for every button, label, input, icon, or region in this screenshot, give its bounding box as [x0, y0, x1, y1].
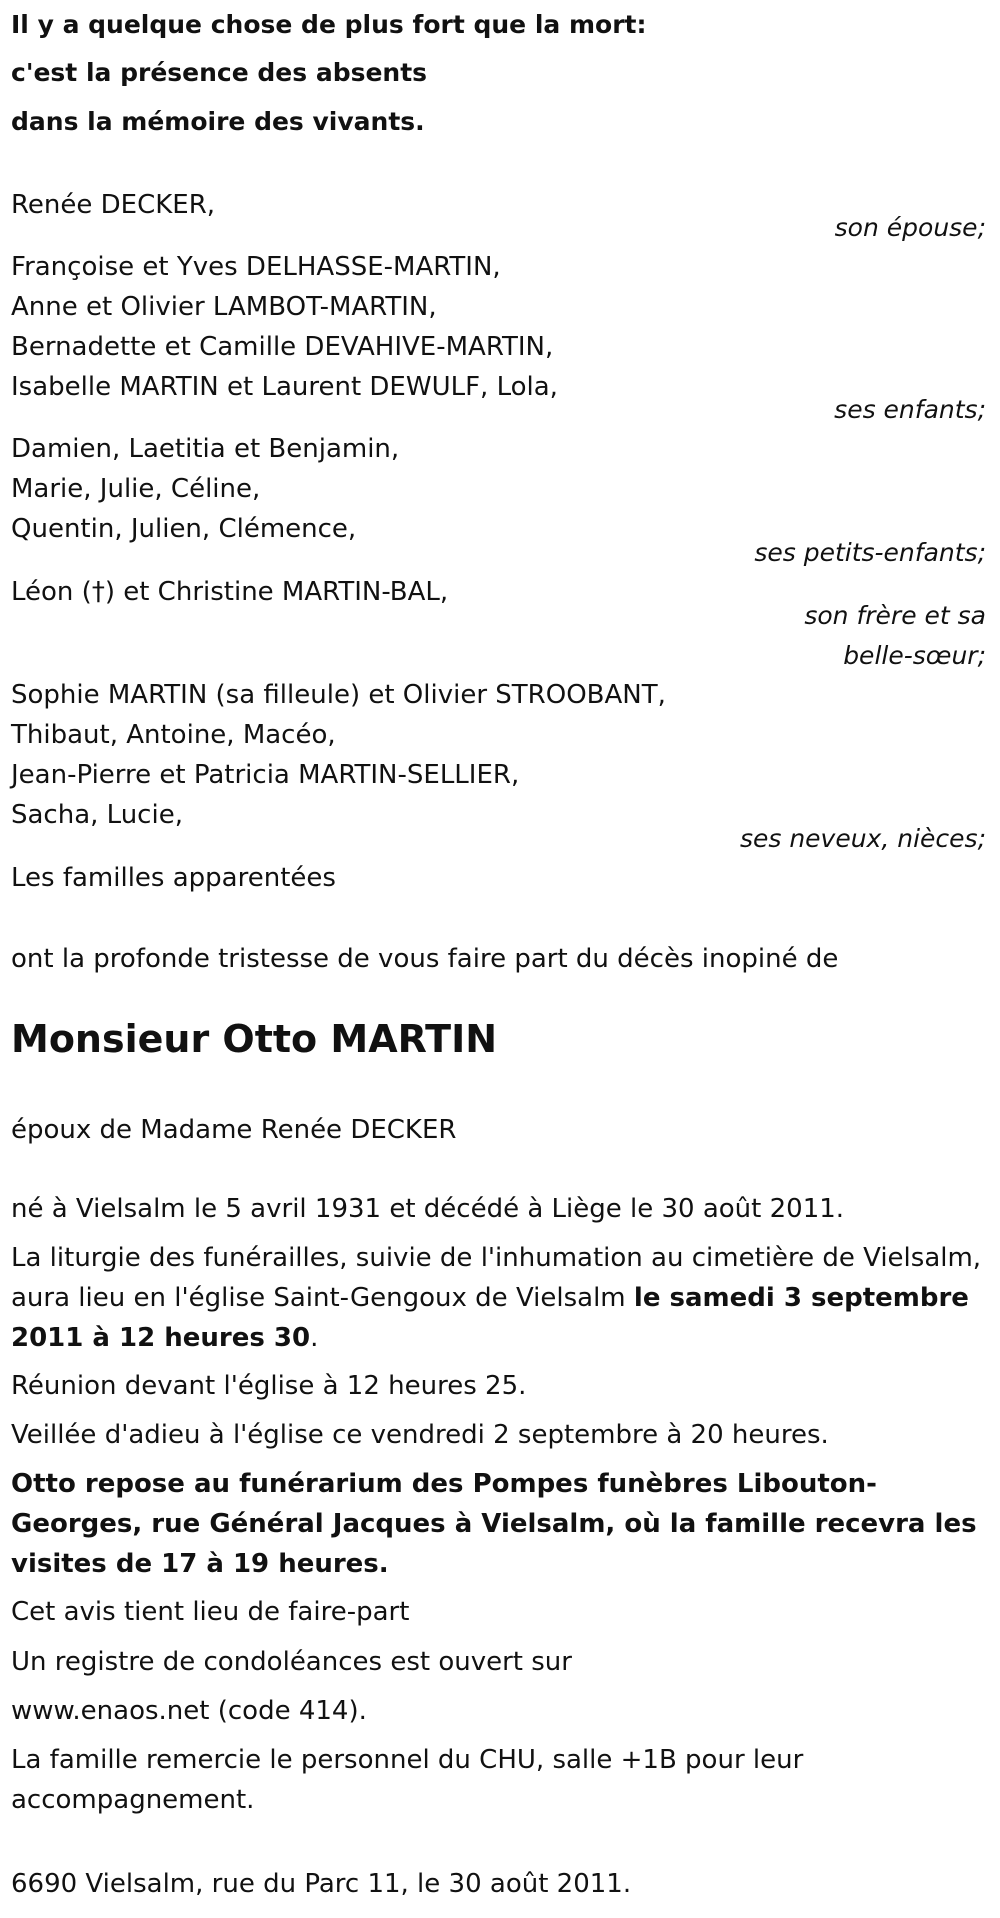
- register-link: www.enaos.net (code 414).: [11, 1696, 367, 1726]
- liturgy-text: La liturgie des funérailles, suivie de l'inhumation au cimetière de Vielsalm, aura lieu en l'église Saint-Gengoux de Vielsalm: [11, 1243, 982, 1313]
- nephew-line: Thibaut, Antoine, Macéo,: [11, 720, 336, 750]
- sibling-relation-line: belle-sœur;: [843, 641, 986, 670]
- epigraph-line: Il y a quelque chose de plus fort que la mort:: [11, 10, 647, 39]
- thanks-text: La famille remercie le personnel du CHU, salle +1B pour leur accompagnement.: [11, 1745, 804, 1815]
- register-line: Un registre de condoléances est ouvert sur: [11, 1647, 572, 1677]
- funerarium-text: Otto repose au funérarium des Pompes funèbres Libouton-Georges, rue Général Jacques à Vielsalm, où la famille recevra les visites de 17 à 19 heures.: [11, 1469, 977, 1579]
- nephew-line: Sacha, Lucie,: [11, 800, 183, 830]
- nephews-relation: ses neveux, nièces;: [739, 824, 986, 853]
- grandchild-line: Quentin, Julien, Clémence,: [11, 514, 357, 544]
- deceased-name: Monsieur Otto MARTIN: [11, 1017, 498, 1061]
- grandchild-line: Damien, Laetitia et Benjamin,: [11, 434, 400, 464]
- epigraph-line: dans la mémoire des vivants.: [11, 107, 425, 136]
- notice-text: Cet avis tient lieu de faire-part: [11, 1597, 410, 1627]
- child-line: Françoise et Yves DELHASSE-MARTIN,: [11, 252, 501, 282]
- liturgy-end: .: [310, 1323, 319, 1353]
- nephew-line: Jean-Pierre et Patricia MARTIN-SELLIER,: [11, 760, 520, 790]
- birth-death: né à Vielsalm le 5 avril 1931 et décédé à Liège le 30 août 2011.: [11, 1194, 845, 1224]
- spouse-name: Renée DECKER,: [11, 190, 216, 220]
- grandchild-line: Marie, Julie, Céline,: [11, 474, 261, 504]
- epigraph-line: c'est la présence des absents: [11, 58, 428, 87]
- spouse-relation: son épouse;: [834, 213, 986, 242]
- liturgy-paragraph: [11, 1238, 986, 1358]
- sibling-line: Léon (†) et Christine MARTIN-BAL,: [11, 577, 449, 607]
- child-line: Anne et Olivier LAMBOT-MARTIN,: [11, 292, 437, 322]
- grandchildren-relation: ses petits-enfants;: [754, 538, 986, 567]
- address-date: 6690 Vielsalm, rue du Parc 11, le 30 août 2011.: [11, 1869, 632, 1899]
- related-families: Les familles apparentées: [11, 863, 336, 893]
- vigil-text: Veillée d'adieu à l'église ce vendredi 2 septembre à 20 heures.: [11, 1420, 829, 1450]
- announcement-text: ont la profonde tristesse de vous faire part du décès inopiné de: [11, 944, 839, 974]
- children-relation: ses enfants;: [834, 395, 986, 424]
- liturgy-date: le samedi 3 septembre 2011 à 12 heures 30: [11, 1283, 969, 1353]
- child-line: Isabelle MARTIN et Laurent DEWULF, Lola,: [11, 372, 558, 402]
- child-line: Bernadette et Camille DEVAHIVE-MARTIN,: [11, 332, 554, 362]
- spouse-of: époux de Madame Renée DECKER: [11, 1115, 457, 1145]
- nephew-line: Sophie MARTIN (sa filleule) et Olivier STROOBANT,: [11, 680, 666, 710]
- sibling-relation-line: son frère et sa: [804, 601, 986, 630]
- meeting-text: Réunion devant l'église à 12 heures 25.: [11, 1371, 527, 1401]
